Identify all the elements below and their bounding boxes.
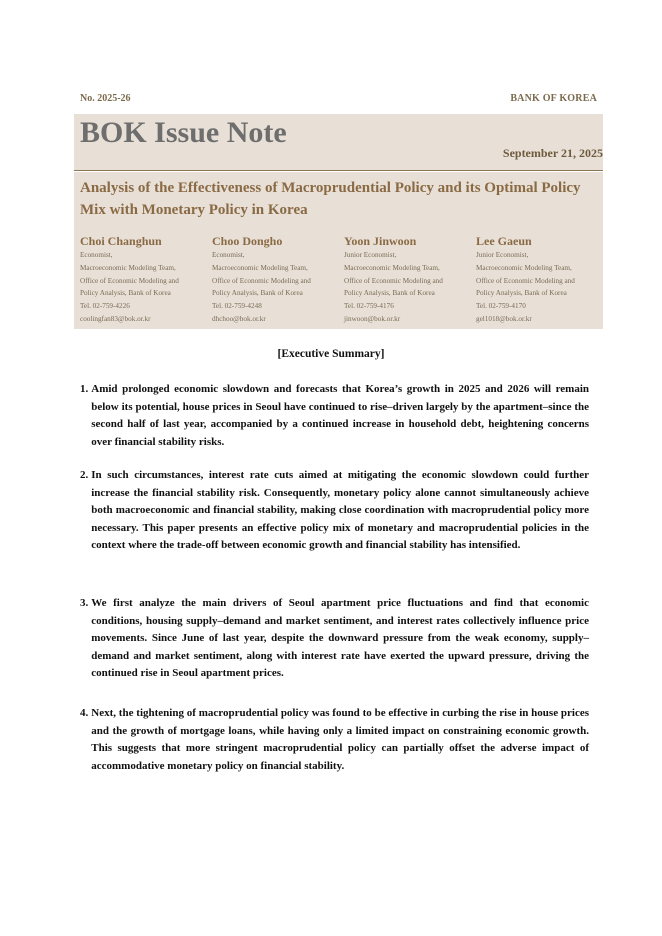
top-line xyxy=(80,93,597,107)
summary-item-text: Amid prolonged economic slowdown and forecasts that Korea’s growth in 2025 and 2026 will remain below its potential, house prices in Seoul have continued to rise–driven largely by the apartment–since the second half of last year, accompanied by a continued increase in household debt, heightening concerns over financial stability risks. xyxy=(91,383,589,448)
author-tel: Tel. 02-759-4170 xyxy=(476,302,526,311)
author-team: Macroeconomic Modeling Team, xyxy=(476,263,572,272)
author-office: Office of Economic Modeling and xyxy=(476,276,575,285)
summary-item-number: 4. xyxy=(80,707,89,719)
author-tel: Tel. 02-759-4176 xyxy=(344,302,394,311)
executive-summary-heading: [Executive Summary] xyxy=(277,348,385,360)
author-list xyxy=(80,233,608,328)
author-name: Lee Gaeun xyxy=(476,234,532,248)
author-name: Choi Changhun xyxy=(80,234,162,248)
author-office: Office of Economic Modeling and xyxy=(80,276,179,285)
author-name: Yoon Jinwoon xyxy=(344,234,417,248)
author-tel: Tel. 02-759-4248 xyxy=(212,302,262,311)
author-card xyxy=(212,233,340,326)
publication-date: September 21, 2025 xyxy=(502,146,603,160)
author-org: Policy Analysis, Bank of Korea xyxy=(80,289,171,298)
author-office: Office of Economic Modeling and xyxy=(212,276,311,285)
author-card xyxy=(344,233,472,326)
issue-number: No. 2025-26 xyxy=(80,93,131,104)
author-role: Junior Economist, xyxy=(476,251,529,259)
report-subtitle: Analysis of the Effectiveness of Macroprudential Policy and its Optimal Policy Mix with Monetary Policy in Korea xyxy=(80,180,581,218)
author-email: jinwoon@bok.or.kr xyxy=(344,314,401,323)
author-team: Macroeconomic Modeling Team, xyxy=(344,263,440,272)
summary-item xyxy=(80,705,589,775)
summary-item-text: In such circumstances, interest rate cuts aimed at mitigating the economic slowdown could further increase the financial stability risk. Consequently, monetary policy alone cannot simultaneously achieve both macroeconomic and financial stability, making close coordination with macroprudential policy more necessary. This paper presents an effective policy mix of monetary and macroprudential policies in the context where the trade-off between economic growth and financial stability has intensified. xyxy=(91,469,589,551)
page-title: BOK Issue Note xyxy=(80,116,287,149)
author-team: Macroeconomic Modeling Team, xyxy=(212,263,308,272)
summary-item xyxy=(80,467,589,555)
author-tel: Tel. 02-759-4226 xyxy=(80,302,130,311)
author-role: Economist, xyxy=(212,251,245,259)
author-office: Office of Economic Modeling and xyxy=(344,276,443,285)
author-role: Economist, xyxy=(80,251,113,259)
summary-item-text: Next, the tightening of macroprudential policy was found to be effective in curbing the rise in house prices and the growth of mortgage loans, while having only a limited impact on constraining economic growth. This suggests that more stringent macroprudential policy can partially offset the adverse impact of accommodative monetary policy on financial stability. xyxy=(91,707,589,772)
summary-item xyxy=(80,381,589,451)
summary-item xyxy=(80,595,589,683)
report-info-box xyxy=(74,172,603,329)
author-email: gel1018@bok.or.kr xyxy=(476,314,532,323)
summary-item-number: 1. xyxy=(80,383,89,395)
author-email: coolingfan83@bok.or.kr xyxy=(80,314,151,323)
summary-item-text: We first analyze the main drivers of Seoul apartment price fluctuations and find that economic conditions, housing supply–demand and market sentiment, and interest rates collectively influence price movements. Since June of last year, despite the downward pressure from the weak economy, supply–demand and market sentiment, along with interest rate have exerted the upward pressure, driving the continued rise in Seoul apartment prices. xyxy=(91,597,589,679)
author-role: Junior Economist, xyxy=(344,251,397,259)
author-org: Policy Analysis, Bank of Korea xyxy=(212,289,303,298)
summary-item-number: 3. xyxy=(80,597,89,609)
summary-item-number: 2. xyxy=(80,469,89,481)
author-email: dhchoo@bok.or.kr xyxy=(212,314,266,323)
author-name: Choo Dongho xyxy=(212,234,283,248)
bank-name: BANK OF KOREA xyxy=(510,93,597,104)
author-org: Policy Analysis, Bank of Korea xyxy=(476,289,567,298)
author-card xyxy=(476,233,604,326)
author-team: Macroeconomic Modeling Team, xyxy=(80,263,176,272)
author-org: Policy Analysis, Bank of Korea xyxy=(344,289,435,298)
author-card xyxy=(80,233,208,326)
title-banner xyxy=(74,114,603,171)
